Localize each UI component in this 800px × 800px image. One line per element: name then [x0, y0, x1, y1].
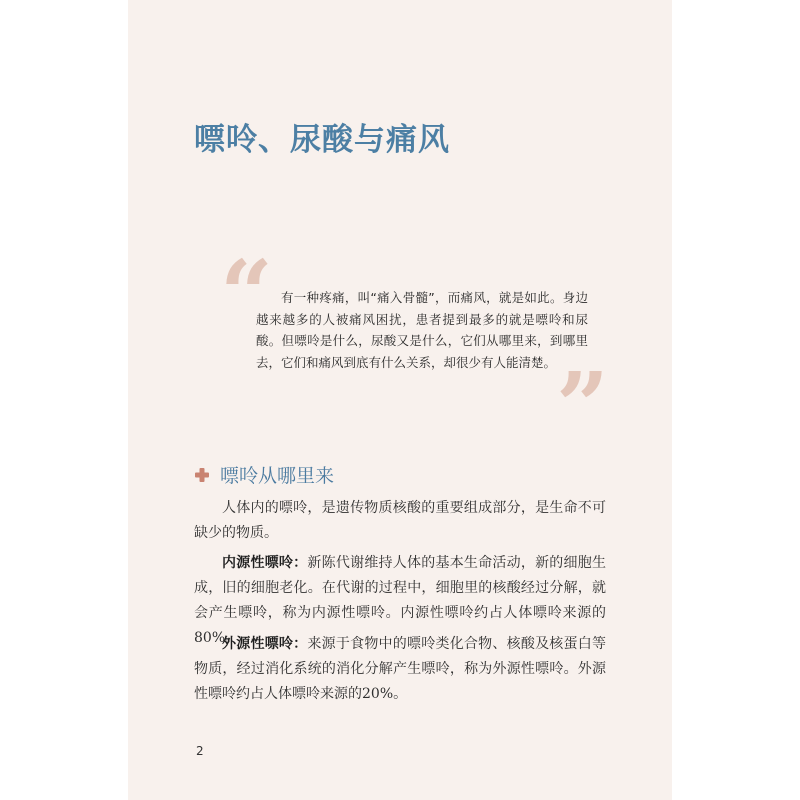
paragraph-text: 来源于食物中的嘌呤类化合物、核酸及核蛋白等物质，经过消化系统的消化分解产生嘌呤，称为外源性嘌呤。外源性嘌呤约占人体嘌呤来源的20%。: [194, 636, 607, 702]
body-paragraph: [194, 632, 606, 707]
intro-quote-text: 有一种疼痛，叫“痛入骨髓”，而痛风，就是如此。身边越来越多的人被痛风困扰，患者提到最多的就是嘌呤和尿酸。但嘌呤是什么，尿酸又是什么，它们从哪里来，到哪里去，它们和痛风到底有什么关系，却很少有人能清楚。: [256, 290, 588, 370]
paragraph-text: 人体内的嘌呤，是遗传物质核酸的重要组成部分，是生命不可缺少的物质。: [194, 500, 606, 541]
page-number: 2: [196, 744, 204, 758]
paragraph-text: 新陈代谢维持人体的基本生命活动，新的细胞生成，旧的细胞老化。在代谢的过程中，细胞里的核酸经过分解，就会产生嘌呤，称为内源性嘌呤。内源性嘌呤约占人体嘌呤来源的80%。: [194, 555, 607, 646]
section-title: 嘌呤从哪里来: [220, 465, 335, 487]
body-paragraph: [194, 496, 606, 546]
term-label: 内源性嘌呤：: [222, 555, 308, 571]
cross-icon: [194, 467, 210, 483]
close-quote-mark: ”: [556, 352, 609, 460]
term-label: 外源性嘌呤：: [222, 636, 308, 652]
open-quote-mark: “: [220, 240, 273, 348]
page-title: 嘌呤、尿酸与痛风: [194, 122, 450, 158]
book-page: [128, 0, 672, 800]
section-heading: [194, 461, 334, 488]
